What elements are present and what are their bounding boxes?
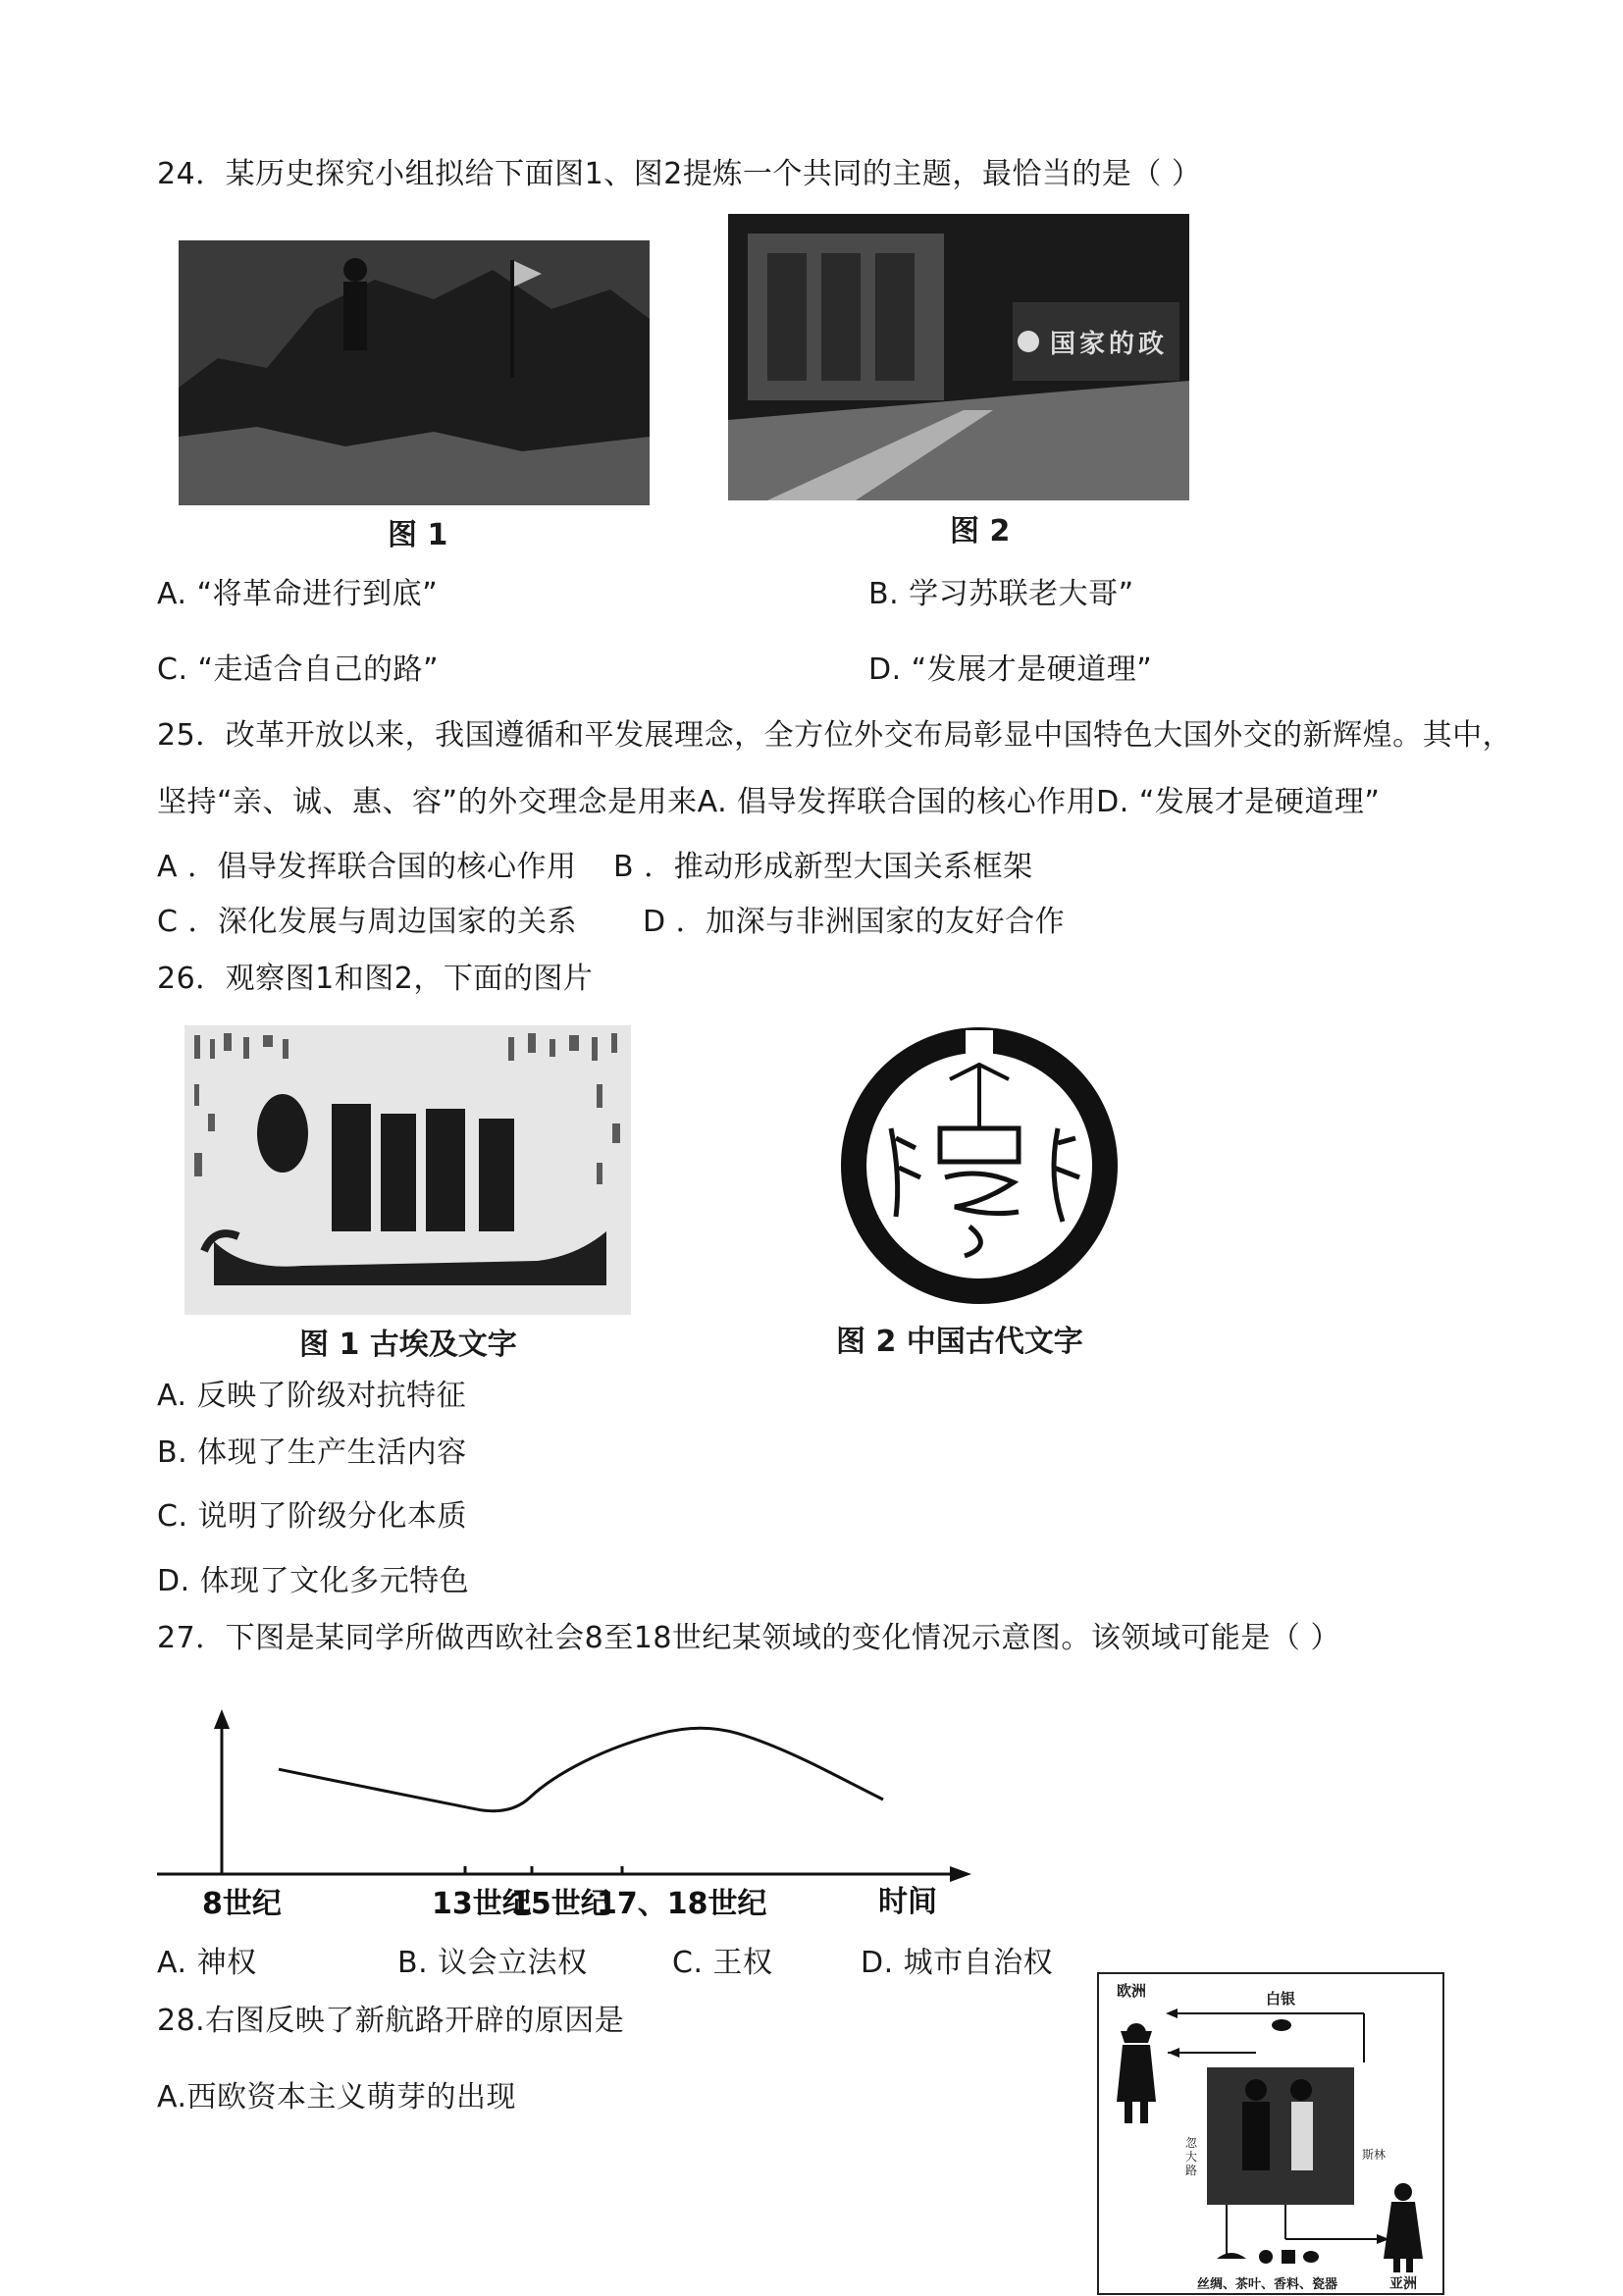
q27-stem: 27．下图是某同学所做西欧社会8至18世纪某领域的变化情况示意图。该领域可能是（ ）	[157, 1621, 1340, 1655]
q24-option-c: C. “走适合自己的路”	[157, 652, 440, 687]
q24-figure-1-caption: 图 1	[388, 518, 448, 552]
q25-option-d: D ．加深与非洲国家的友好合作	[643, 905, 1066, 939]
q27-option-d: D. 城市自治权	[861, 1946, 1054, 1980]
q26-figure-2-caption: 图 2 中国古代文字	[836, 1325, 1083, 1359]
q28-option-a: A.西欧资本主义萌芽的出现	[157, 2080, 517, 2114]
q27-series-line	[279, 1728, 883, 1810]
q27-x-axis-arrow	[950, 1866, 971, 1882]
q25-stem-line-2: 坚持“亲、诚、惠、容”的外交理念是用来A. 倡导发挥联合国的核心作用D. “发展才是硬道理”	[157, 785, 1381, 819]
q26-figure-2-bronze-inscription	[822, 1020, 1136, 1305]
q27-tick-label: 8世纪	[202, 1887, 282, 1921]
q28-label-goods: 丝绸、茶叶、香料、瓷器	[1197, 2277, 1338, 2292]
q28-label-right-route: 斯林	[1362, 2148, 1387, 2162]
q24-figure-2-caption: 图 2	[950, 514, 1011, 548]
q24-figure-1-photo	[179, 240, 650, 505]
q24-option-d: D. “发展才是硬道理”	[868, 652, 1153, 687]
q26-stem: 26．观察图1和图2，下面的图片	[157, 962, 594, 996]
q24-figure-2-banner: 国家的政	[1050, 330, 1169, 359]
q24-figure-2-photo	[728, 214, 1189, 500]
q28-label-silver: 白银	[1266, 1990, 1296, 2008]
q27-tick-label: 13世纪	[432, 1887, 532, 1921]
q27-tick-label: 15世纪	[510, 1887, 610, 1921]
q28-label-left-route: 忽大路	[1185, 2136, 1198, 2177]
asia-figure-icon	[1384, 2183, 1423, 2272]
q27-option-a: A. 神权	[157, 1946, 257, 1980]
q26-option-b: B. 体现了生产生活内容	[157, 1435, 467, 1470]
q28-label-europe: 欧洲	[1117, 1982, 1147, 2000]
q27-option-b: B. 议会立法权	[397, 1946, 588, 1980]
q28-label-asia: 亚洲	[1389, 2276, 1417, 2292]
trade-goods-icon	[1217, 2250, 1319, 2264]
q26-option-d: D. 体现了文化多元特色	[157, 1564, 470, 1598]
q26-figure-1-caption: 图 1 古埃及文字	[299, 1328, 517, 1362]
q25-option-a: A ．倡导发挥联合国的核心作用	[157, 850, 577, 884]
q27-x-axis-label: 时间	[878, 1885, 937, 1919]
q24-option-b: B. 学习苏联老大哥”	[868, 577, 1134, 611]
q27-chart	[147, 1668, 991, 1923]
q26-figure-1-egyptian-script-image	[184, 1025, 631, 1315]
q28-stem: 28.右图反映了新航路开辟的原因是	[157, 2004, 625, 2038]
europe-figure-icon	[1117, 2023, 1156, 2123]
q27-option-c: C. 王权	[672, 1946, 773, 1980]
q24-stem: 24．某历史探究小组拟给下面图1、图2提炼一个共同的主题，最恰当的是（ ）	[157, 157, 1202, 191]
q26-option-a: A. 反映了阶级对抗特征	[157, 1379, 467, 1413]
q27-y-axis-arrow	[214, 1709, 230, 1729]
q24-option-a: A. “将革命进行到底”	[157, 577, 439, 611]
q27-tick-label: 17、18世纪	[597, 1887, 767, 1921]
q25-stem-line-1: 25．改革开放以来，我国遵循和平发展理念，全方位外交布局彰显中国特色大国外交的新辉煌。其中，	[157, 718, 1513, 753]
q25-option-b: B ．推动形成新型大国关系框架	[613, 850, 1033, 884]
q26-option-c: C. 说明了阶级分化本质	[157, 1499, 468, 1534]
q28-trade-map	[1097, 1972, 1444, 2295]
q25-option-c: C ．深化发展与周边国家的关系	[157, 905, 577, 939]
